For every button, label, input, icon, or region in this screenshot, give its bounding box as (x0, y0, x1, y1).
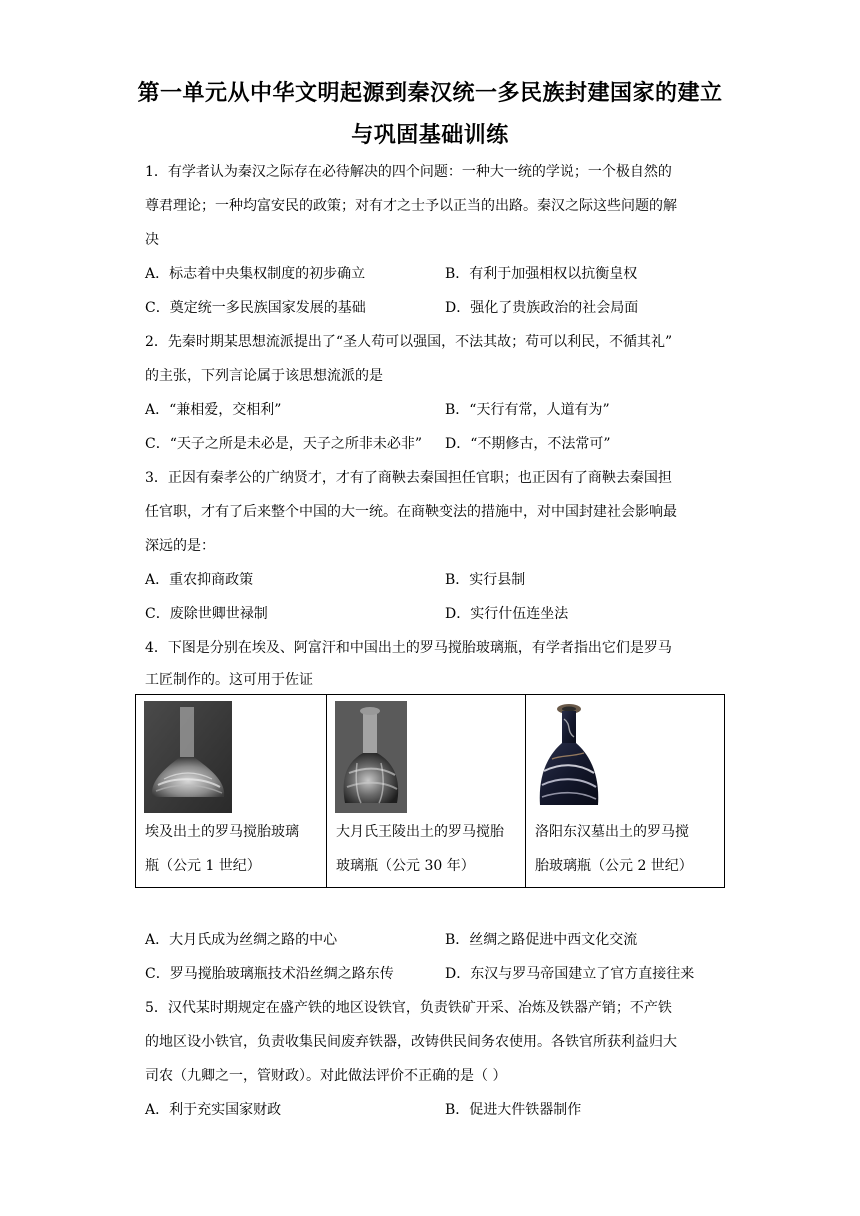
q2-stem: 2．先秦时期某思想流派提出了“圣人苟可以强国，不法其故；苟可以利民，不循其礼” (145, 334, 673, 350)
q3-option-c[interactable]: C．废除世卿世禄制 (145, 606, 268, 622)
q3-option-d[interactable]: D．实行什伍连坐法 (445, 606, 569, 622)
q5-option-a[interactable]: A．利于充实国家财政 (145, 1102, 282, 1118)
q4-option-a[interactable]: A．大月氏成为丝绸之路的中心 (145, 932, 338, 948)
q4-caption-egypt-2: 瓶（公元 1 世纪） (145, 858, 261, 874)
q4-cell-luoyang (526, 695, 725, 888)
q4-option-b[interactable]: B．丝绸之路促进中西文化交流 (445, 932, 638, 948)
egypt-glass-bottle-image (144, 701, 232, 813)
q2-option-a[interactable]: A．“兼相爱，交相利” (145, 402, 282, 418)
q4-option-c[interactable]: C．罗马搅胎玻璃瓶技术沿丝绸之路东传 (145, 966, 394, 982)
q4-cell-yuezhi (327, 695, 526, 888)
q3-option-b[interactable]: B．实行县制 (445, 572, 526, 588)
q4-caption-yuezhi-2: 玻璃瓶（公元 30 年） (336, 858, 475, 874)
page-title: 第一单元从中华文明起源到秦汉统一多民族封建国家的建立 (137, 81, 723, 106)
q3-stem: 3．正因有秦孝公的广纳贤才，才有了商鞅去秦国担任官职；也正因有了商鞅去秦国担 (145, 470, 672, 486)
luoyang-glass-bottle-image (534, 701, 604, 809)
q4-stem: 4．下图是分别在埃及、阿富汗和中国出土的罗马搅胎玻璃瓶，有学者指出它们是罗马 (145, 640, 672, 656)
q2-option-b[interactable]: B．“天行有常，人道有为” (445, 402, 610, 418)
page-title-line2: 与巩固基础训练 (351, 123, 509, 148)
q1-option-c[interactable]: C．奠定统一多民族国家发展的基础 (145, 300, 366, 316)
q5-stem: 的地区设小铁官，负责收集民间废弃铁器，改铸供民间务农使用。各铁官所获利益归大 (145, 1034, 677, 1050)
q2-stem: 的主张，下列言论属于该思想流派的是 (145, 368, 383, 384)
q1-option-d[interactable]: D．强化了贵族政治的社会局面 (445, 300, 639, 316)
q4-caption-egypt-1: 埃及出土的罗马搅胎玻璃 (145, 824, 299, 840)
q3-stem: 任官职，才有了后来整个中国的大一统。在商鞅变法的措施中，对中国封建社会影响最 (145, 504, 677, 520)
q2-option-d[interactable]: D．“不期修古，不法常可” (445, 436, 611, 452)
q5-stem: 司农（九卿之一，管财政）。对此做法评价不正确的是（ ） (145, 1068, 507, 1084)
q3-stem: 深远的是： (145, 538, 215, 554)
yuezhi-glass-bottle-image (335, 701, 407, 813)
q3-option-a[interactable]: A．重农抑商政策 (145, 572, 254, 588)
q4-caption-luoyang-1: 洛阳东汉墓出土的罗马搅 (535, 824, 689, 840)
q4-caption-yuezhi-1: 大月氏王陵出土的罗马搅胎 (336, 824, 504, 840)
q1-option-a[interactable]: A．标志着中央集权制度的初步确立 (145, 266, 366, 282)
q1-option-b[interactable]: B．有利于加强相权以抗衡皇权 (445, 266, 638, 282)
q1-stem: 1．有学者认为秦汉之际存在必待解决的四个问题：一种大一统的学说；一个极自然的 (145, 164, 672, 180)
q4-caption-luoyang-2: 胎玻璃瓶（公元 2 世纪） (535, 858, 693, 874)
q1-stem: 尊君理论；一种均富安民的政策；对有才之士予以正当的出路。秦汉之际这些问题的解 (145, 198, 677, 214)
q4-stem: 工匠制作的。这可用于佐证 (145, 672, 313, 688)
q2-option-c[interactable]: C．“天子之所是未必是，天子之所非未必非” (145, 436, 423, 452)
q5-stem: 5．汉代某时期规定在盛产铁的地区设铁官，负责铁矿开采、冶炼及铁器产销；不产铁 (145, 1000, 672, 1016)
q4-option-d[interactable]: D．东汉与罗马帝国建立了官方直接往来 (445, 966, 695, 982)
q5-option-b[interactable]: B．促进大件铁器制作 (445, 1102, 582, 1118)
q4-image-table (135, 694, 725, 888)
q4-cell-egypt (136, 695, 327, 888)
q1-stem: 决 (145, 232, 159, 248)
